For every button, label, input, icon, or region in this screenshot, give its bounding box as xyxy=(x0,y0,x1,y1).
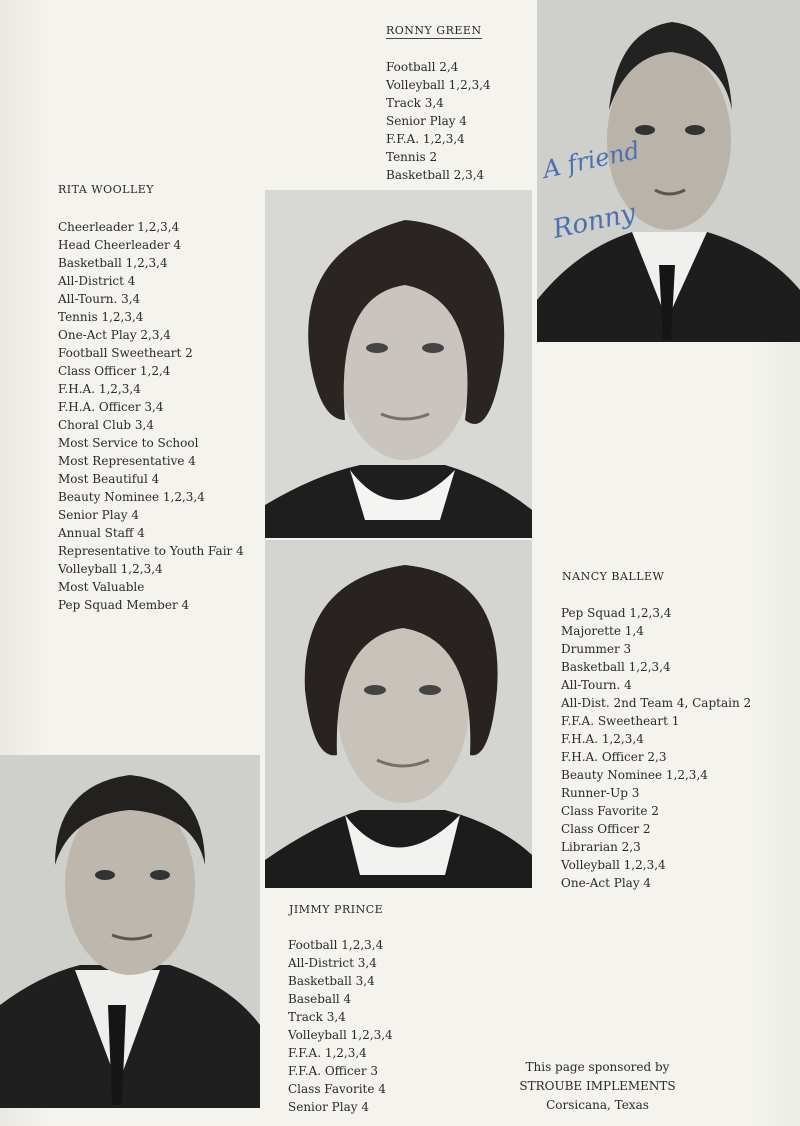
jimmy-prince-name: JIMMY PRINCE xyxy=(289,903,384,916)
ronny-green-activities xyxy=(386,58,491,184)
activity-item: Drummer 3 xyxy=(561,642,632,656)
activity-item: Class Officer 1,2,4 xyxy=(58,364,171,378)
activity-item: F.H.A. 1,2,3,4 xyxy=(561,732,644,746)
activity-item: Track 3,4 xyxy=(288,1010,346,1024)
activity-item: Football 2,4 xyxy=(386,60,459,74)
activity-item: Beauty Nominee 1,2,3,4 xyxy=(58,490,205,504)
nancy-ballew-activities xyxy=(561,604,751,892)
activity-item: Senior Play 4 xyxy=(386,114,467,128)
activity-item: Volleyball 1,2,3,4 xyxy=(561,858,666,872)
rita-woolley-name: RITA WOOLLEY xyxy=(58,183,155,196)
activity-item: Volleyball 1,2,3,4 xyxy=(288,1028,393,1042)
activity-item: F.H.A. 1,2,3,4 xyxy=(58,382,141,396)
activity-item: Volleyball 1,2,3,4 xyxy=(58,562,163,576)
autograph-line1: A friend xyxy=(540,136,643,184)
activity-item: Most Beautiful 4 xyxy=(58,472,160,486)
activity-item: Senior Play 4 xyxy=(288,1100,369,1114)
activity-item: Beauty Nominee 1,2,3,4 xyxy=(561,768,708,782)
jimmy-prince-portrait xyxy=(0,755,260,1108)
activity-item: Majorette 1,4 xyxy=(561,624,644,638)
activity-item: Class Officer 2 xyxy=(561,822,651,836)
activity-item: Senior Play 4 xyxy=(58,508,139,522)
activity-item: All-Tourn. 4 xyxy=(561,678,632,692)
activity-item: Basketball 1,2,3,4 xyxy=(561,660,671,674)
autograph-line2: Ronny xyxy=(550,198,639,245)
activity-item: Head Cheerleader 4 xyxy=(58,238,182,252)
rita-woolley-portrait xyxy=(265,190,532,538)
autograph xyxy=(540,128,690,258)
activity-item: Class Favorite 4 xyxy=(288,1082,386,1096)
rita-woolley-activities xyxy=(58,218,244,614)
activity-item: Basketball 3,4 xyxy=(288,974,375,988)
activity-item: All-Tourn. 3,4 xyxy=(58,292,141,306)
activity-item: Football 1,2,3,4 xyxy=(288,938,384,952)
activity-item: F.F.A. 1,2,3,4 xyxy=(386,132,465,146)
activity-item: Tennis 2 xyxy=(386,150,438,164)
activity-item: Tennis 1,2,3,4 xyxy=(58,310,144,324)
activity-item: Librarian 2,3 xyxy=(561,840,641,854)
activity-item: One-Act Play 2,3,4 xyxy=(58,328,171,342)
sponsor-block xyxy=(510,1058,685,1115)
activity-item: All-Dist. 2nd Team 4, Captain 2 xyxy=(561,696,752,710)
activity-item: Most Representative 4 xyxy=(58,454,196,468)
activity-item: Runner-Up 3 xyxy=(561,786,640,800)
activity-item: Representative to Youth Fair 4 xyxy=(58,544,244,558)
activity-item: Choral Club 3,4 xyxy=(58,418,155,432)
activity-item: All-District 3,4 xyxy=(288,956,377,970)
activity-item: Volleyball 1,2,3,4 xyxy=(386,78,491,92)
activity-item: Track 3,4 xyxy=(386,96,444,110)
activity-item: Pep Squad 1,2,3,4 xyxy=(561,606,672,620)
sponsor-line-2: STROUBE IMPLEMENTS xyxy=(519,1079,676,1093)
activity-item: All-District 4 xyxy=(58,274,136,288)
activity-item: Annual Staff 4 xyxy=(58,526,145,540)
activity-item: F.F.A. Sweetheart 1 xyxy=(561,714,680,728)
activity-item: Most Valuable xyxy=(58,580,145,594)
ronny-green-name: RONNY GREEN xyxy=(386,24,482,37)
activity-item: Most Service to School xyxy=(58,436,199,450)
activity-item: Basketball 2,3,4 xyxy=(386,168,485,182)
activity-item: Class Favorite 2 xyxy=(561,804,659,818)
jimmy-prince-activities xyxy=(288,936,393,1116)
sponsor-line-1: This page sponsored by xyxy=(525,1060,670,1074)
activity-item: F.F.A. Officer 3 xyxy=(288,1064,379,1078)
activity-item: F.H.A. Officer 2,3 xyxy=(561,750,667,764)
activity-item: Football Sweetheart 2 xyxy=(58,346,193,360)
activity-item: One-Act Play 4 xyxy=(561,876,652,890)
activity-item: F.H.A. Officer 3,4 xyxy=(58,400,164,414)
activity-item: Baseball 4 xyxy=(288,992,352,1006)
activity-item: Cheerleader 1,2,3,4 xyxy=(58,220,180,234)
activity-item: F.F.A. 1,2,3,4 xyxy=(288,1046,367,1060)
activity-item: Basketball 1,2,3,4 xyxy=(58,256,168,270)
nancy-ballew-name: NANCY BALLEW xyxy=(562,570,665,583)
activity-item: Pep Squad Member 4 xyxy=(58,598,190,612)
sponsor-line-3: Corsicana, Texas xyxy=(546,1098,649,1112)
nancy-ballew-portrait xyxy=(265,540,532,888)
